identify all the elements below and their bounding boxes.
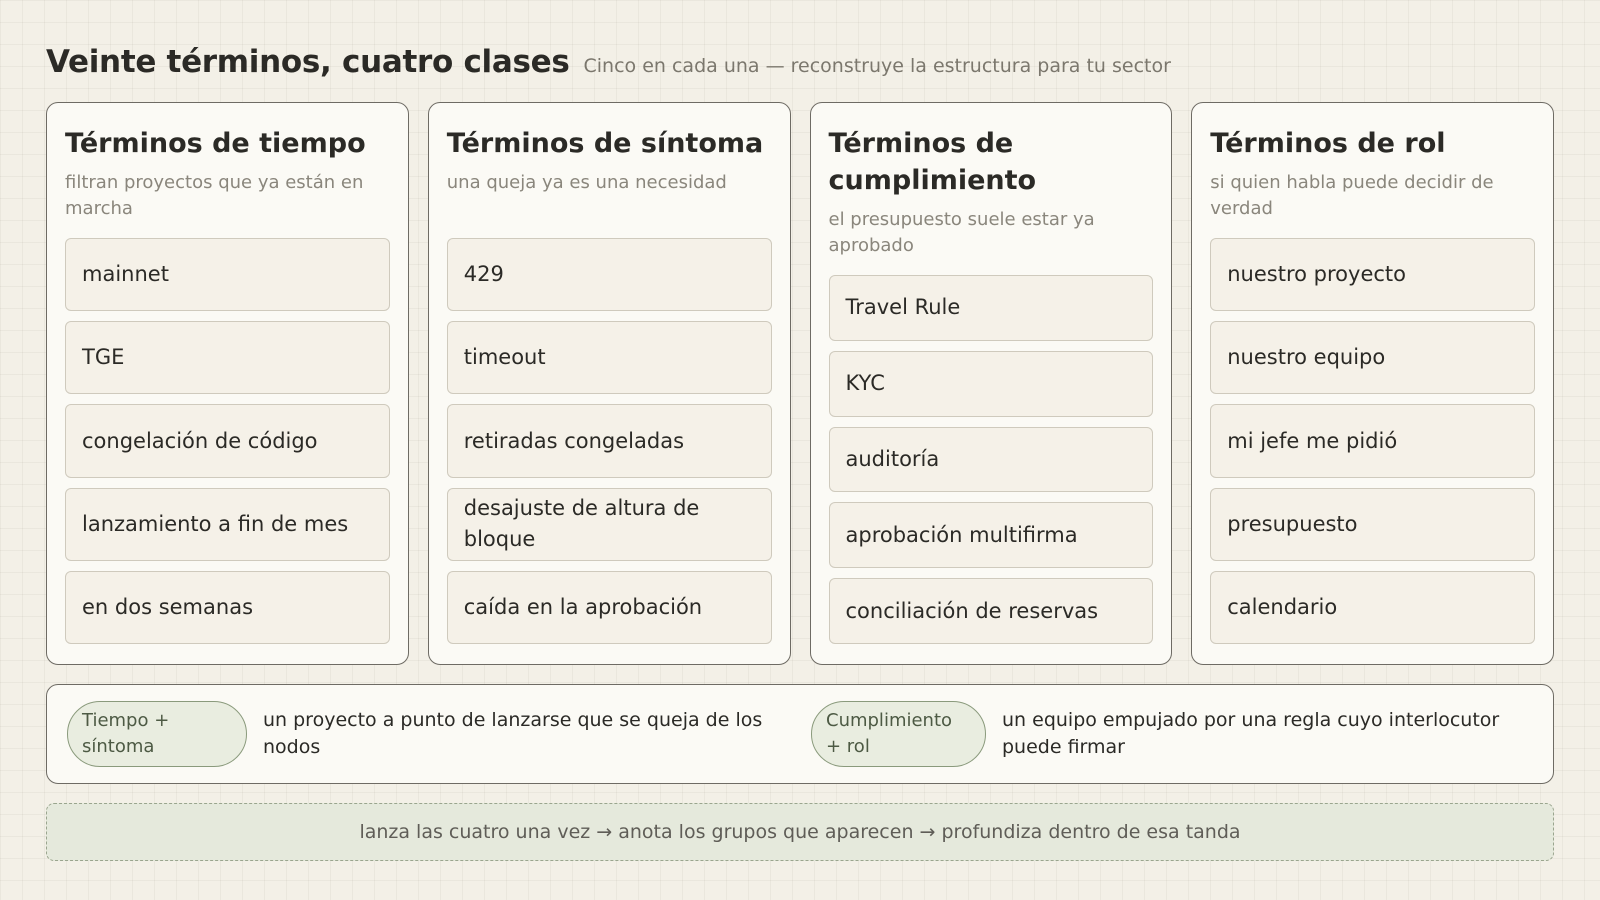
term-columns: [46, 102, 1554, 665]
term-card[interactable]: calendario: [1210, 571, 1535, 644]
combination-tag: Tiempo + síntoma: [67, 701, 247, 767]
term-list: [829, 275, 1154, 644]
term-list: [447, 238, 772, 644]
page-subtitle: Cinco en cada una — reconstruye la estructura para tu sector: [583, 55, 1171, 77]
term-list: [65, 238, 390, 644]
combination-text: un equipo empujado por una regla cuyo interlocutor puede firmar: [1002, 709, 1500, 758]
column-title: Términos de tiempo: [65, 128, 366, 159]
column-title: Términos de síntoma: [446, 128, 764, 159]
workflow-hint: lanza las cuatro una vez → anota los grupos que aparecen → profundiza dentro de esa tanda: [46, 803, 1554, 861]
page-header: [46, 44, 1171, 80]
term-card[interactable]: nuestro proyecto: [1210, 238, 1535, 311]
term-card[interactable]: 429: [447, 238, 772, 311]
term-card[interactable]: congelación de código: [65, 404, 390, 477]
combination-time-symptom: [67, 701, 789, 767]
term-card[interactable]: caída en la aprobación: [447, 571, 772, 644]
term-list: [1210, 238, 1535, 644]
term-card[interactable]: mainnet: [65, 238, 390, 311]
term-card[interactable]: aprobación multifirma: [829, 502, 1154, 568]
column-compliance: [810, 102, 1173, 665]
term-card[interactable]: timeout: [447, 321, 772, 394]
combination-tag: Cumplimiento + rol: [811, 701, 986, 767]
combination-compliance-role: [811, 701, 1533, 767]
combinations-panel: [46, 684, 1554, 784]
column-subtitle: si quien habla puede decidir de verdad: [1210, 172, 1494, 219]
column-subtitle: una queja ya es una necesidad: [446, 172, 727, 193]
term-card[interactable]: auditoría: [829, 427, 1154, 493]
page-title: Veinte términos, cuatro clases: [46, 44, 570, 80]
term-card[interactable]: presupuesto: [1210, 488, 1535, 561]
term-card[interactable]: lanzamiento a fin de mes: [65, 488, 390, 561]
term-card[interactable]: TGE: [65, 321, 390, 394]
column-symptom: [428, 102, 791, 665]
term-card[interactable]: en dos semanas: [65, 571, 390, 644]
column-title: Términos de rol: [1210, 128, 1446, 159]
term-card[interactable]: KYC: [829, 351, 1154, 417]
column-title: Términos de cumplimiento: [828, 128, 1037, 196]
column-time: [46, 102, 409, 665]
term-card[interactable]: Travel Rule: [829, 275, 1154, 341]
column-role: [1191, 102, 1554, 665]
term-card[interactable]: conciliación de reservas: [829, 578, 1154, 644]
term-card[interactable]: nuestro equipo: [1210, 321, 1535, 394]
term-card[interactable]: desajuste de altura de bloque: [447, 488, 772, 561]
term-card[interactable]: mi jefe me pidió: [1210, 404, 1535, 477]
column-subtitle: filtran proyectos que ya están en marcha: [65, 172, 364, 219]
combination-text: un proyecto a punto de lanzarse que se queja de los nodos: [263, 709, 763, 758]
term-card[interactable]: retiradas congeladas: [447, 404, 772, 477]
column-subtitle: el presupuesto suele estar ya aprobado: [828, 209, 1095, 256]
